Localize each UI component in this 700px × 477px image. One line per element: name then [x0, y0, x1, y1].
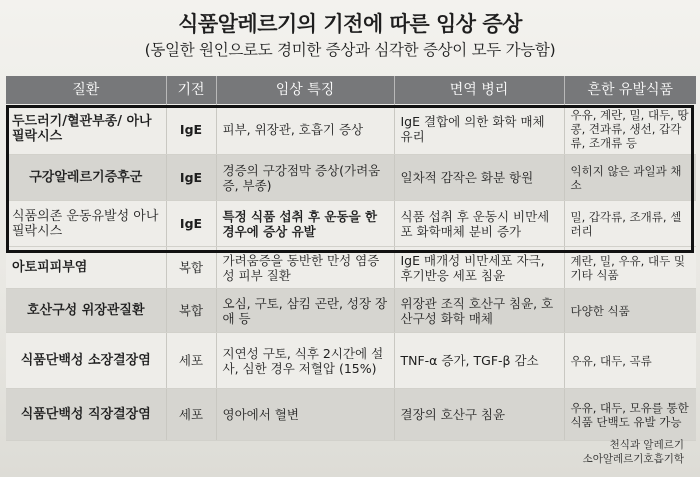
header-pathology: 면역 병리: [394, 76, 564, 104]
foods-cell: 우유, 대두, 곡류: [564, 333, 696, 389]
features-cell: 경증의 구강점막 증상(가려움증, 부종): [216, 155, 394, 201]
mechanism-cell: 세포: [166, 333, 216, 389]
disease-cell: 아토피피부염: [6, 247, 166, 289]
features-cell: 영아에서 혈변: [216, 389, 394, 441]
features-cell: 지연성 구토, 식후 2시간에 설사, 심한 경우 저혈압 (15%): [216, 333, 394, 389]
disease-cell: 식품단백성 직장결장염: [6, 389, 166, 441]
mechanism-cell: IgE: [166, 155, 216, 201]
features-cell: 오심, 구토, 삼킴 곤란, 성장 장애 등: [216, 289, 394, 333]
table-header-row: [6, 76, 696, 104]
header-foods: 흔한 유발식품: [564, 76, 696, 104]
features-cell: 가려움증을 동반한 만성 염증성 피부 질환: [216, 247, 394, 289]
pathology-cell: IgE 결합에 의한 화학 매체 유리: [394, 104, 564, 155]
header-mechanism: 기전: [166, 76, 216, 104]
pathology-cell: 결장의 호산구 침윤: [394, 389, 564, 441]
pathology-cell: 식품 섭취 후 운동시 비만세포 화학매체 분비 증가: [394, 201, 564, 247]
table-row: [6, 389, 696, 441]
source-citation: [583, 438, 684, 466]
table-row: [6, 104, 696, 155]
source-line-1: 천식과 알레르기: [609, 439, 684, 451]
disease-cell: 호산구성 위장관질환: [6, 289, 166, 333]
features-cell: 피부, 위장관, 호흡기 증상: [216, 104, 394, 155]
table-row: [6, 201, 696, 247]
table-row: [6, 289, 696, 333]
pathology-cell: 일차적 감작은 화분 항원: [394, 155, 564, 201]
disease-cell: 구강알레르기증후군: [6, 155, 166, 201]
header-disease: 질환: [6, 76, 166, 104]
table-row: [6, 155, 696, 201]
mechanism-cell: IgE: [166, 201, 216, 247]
foods-cell: 계란, 밀, 우유, 대두 및 기타 식품: [564, 247, 696, 289]
allergy-table: [6, 76, 696, 441]
mechanism-cell: 세포: [166, 389, 216, 441]
disease-cell: 식품의존 운동유발성 아나필락시스: [6, 201, 166, 247]
page-subtitle: (동일한 원인으로도 경미한 증상과 심각한 증상이 모두 가능함): [144, 41, 556, 59]
table-row: [6, 333, 696, 389]
header-features: 임상 특징: [216, 76, 394, 104]
source-line-2: 소아알레르기호흡기학: [582, 453, 684, 465]
table-row: [6, 247, 696, 289]
mechanism-cell: IgE: [166, 104, 216, 155]
disease-cell: 두드러기/혈관부종/ 아나필락시스: [6, 104, 166, 155]
foods-cell: 익히지 않은 과일과 채소: [564, 155, 696, 201]
pathology-cell: TNF-α 증가, TGF-β 감소: [394, 333, 564, 389]
mechanism-cell: 복합: [166, 247, 216, 289]
foods-cell: 다양한 식품: [564, 289, 696, 333]
pathology-cell: 위장관 조직 호산구 침윤, 호산구성 화학 매체: [394, 289, 564, 333]
features-cell: 특정 식품 섭취 후 운동을 한 경우에 증상 유발: [216, 201, 394, 247]
pathology-cell: IgE 매개성 비만세포 자극, 후기반응 세포 침윤: [394, 247, 564, 289]
foods-cell: 우유, 대두, 모유를 통한 식품 단백도 유발 가능: [564, 389, 696, 441]
disease-cell: 식품단백성 소장결장염: [6, 333, 166, 389]
page-title: 식품알레르기의 기전에 따른 임상 증상: [178, 12, 522, 36]
mechanism-cell: 복합: [166, 289, 216, 333]
foods-cell: 밀, 갑각류, 조개류, 셀러리: [564, 201, 696, 247]
foods-cell: 우유, 계란, 밀, 대두, 땅콩, 견과류, 생선, 갑각류, 조개류 등: [564, 104, 696, 155]
